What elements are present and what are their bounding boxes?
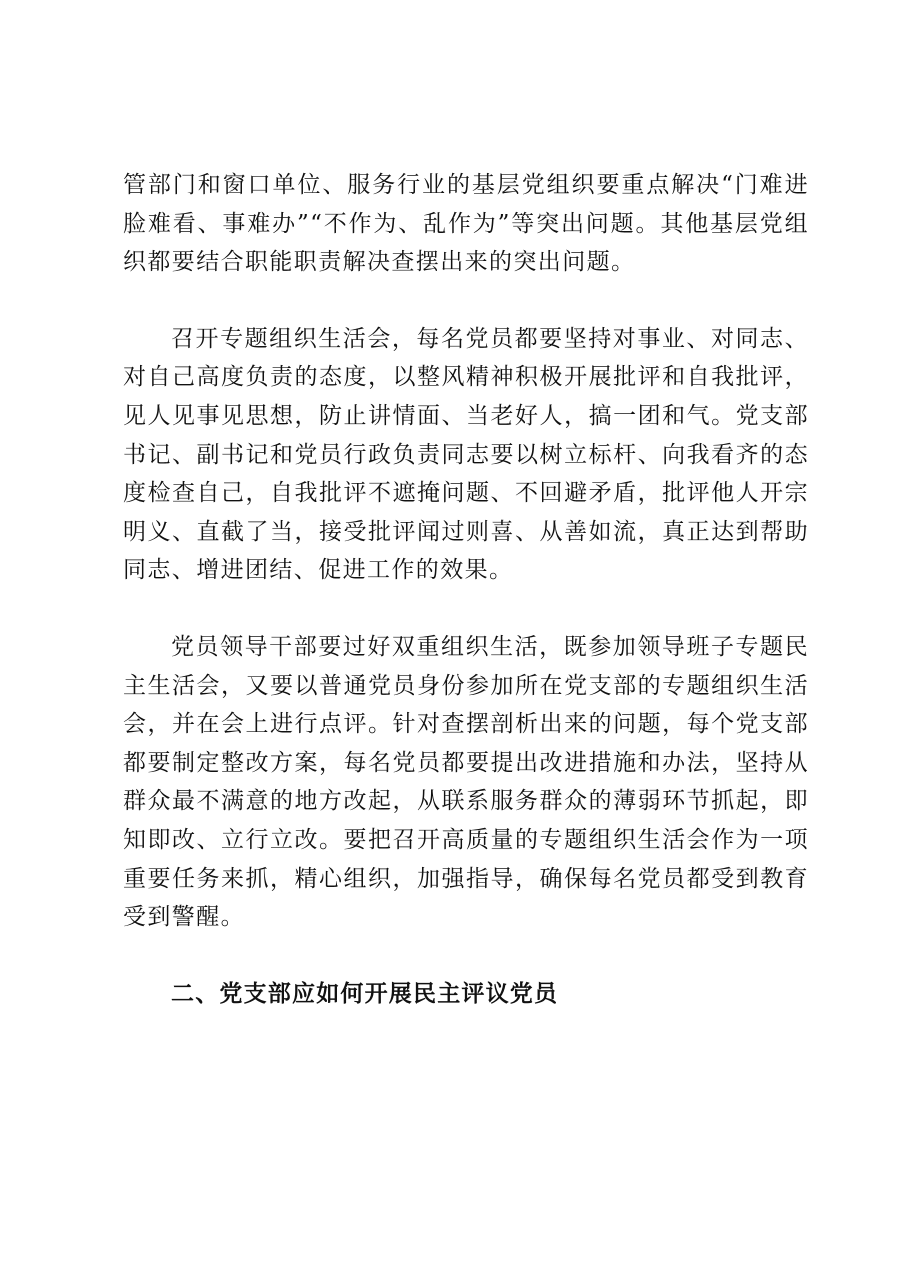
paragraph-organization-life-meeting: 召开专题组织生活会，每名党员都要坚持对事业、对同志、对自己高度负责的态度，以整风精神积极开展批评和自我批评，见人见事见思想，防止讲情面、当老好人，搞一团和气。党支部书记、副书记和党员行政负责同志要以树立标杆、向我看齐的态度检查自己，自我批评不遮掩问题、不回避矛盾，批评他人开宗明义、直截了当，接受批评闻过则喜、从善如流，真正达到帮助同志、增进团结、促进工作的效果。: [123, 325, 809, 584]
paragraph-leader-dual-organization-life: 党员领导干部要过好双重组织生活，既参加领导班子专题民主生活会，又要以普通党员身份参加所在党支部的专题组织生活会，并在会上进行点评。针对查摆剖析出来的问题，每个党支部都要制定整改方案，每名党员都要提出改进措施和办法，坚持从群众最不满意的地方改起，从联系服务群众的薄弱环节抓起，即知即改、立行立改。要把召开高质量的专题组织生活会作为一项重要任务来抓，精心组织，加强指导，确保每名党员都受到教育受到警醒。: [123, 633, 809, 931]
section-heading: 二、党支部应如何开展民主评议党员: [171, 980, 559, 1007]
document-body: [123, 166, 809, 1013]
paragraph-continuation: 管部门和窗口单位、服务行业的基层党组织要重点解决“门难进脸难看、事难办”“不作为、乱作为”等突出问题。其他基层党组织都要结合职能职责解决查摆出来的突出问题。: [123, 172, 809, 276]
